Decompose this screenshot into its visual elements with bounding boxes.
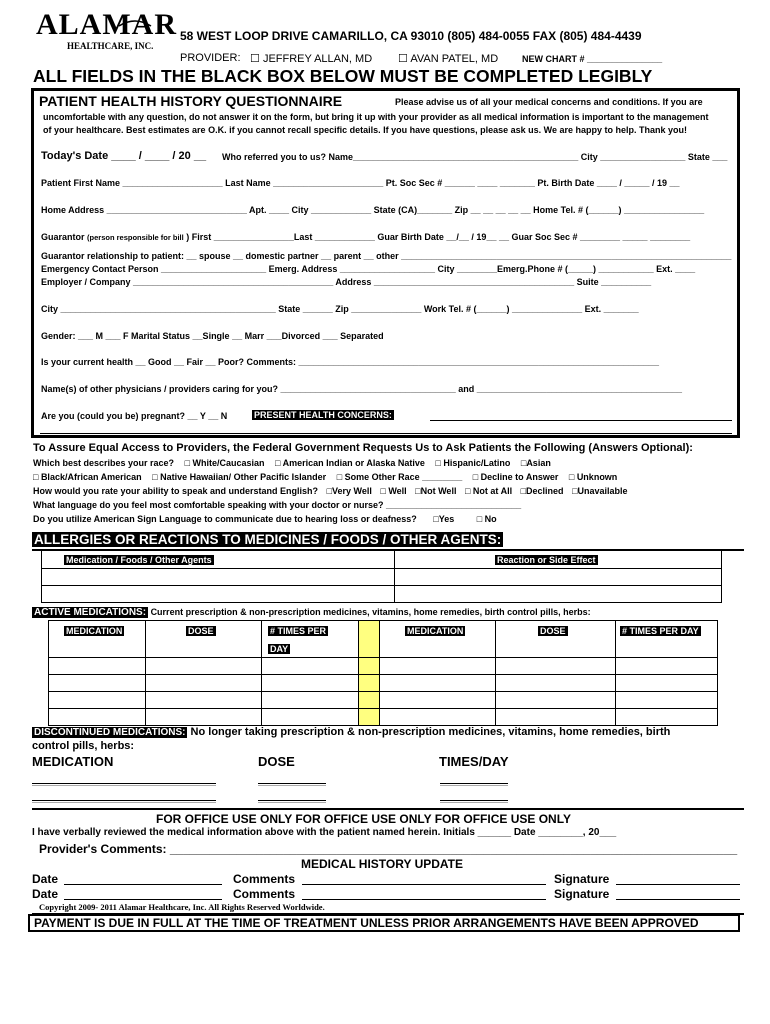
allergy-reaction-cell[interactable] [395, 586, 722, 603]
provider-allan-label: JEFFREY ALLAN, MD [262, 53, 373, 65]
english-not-well-checkbox[interactable]: □Not Well [415, 486, 457, 496]
active-cell[interactable] [616, 692, 718, 709]
emergency-contact-field[interactable]: Emergency Contact Person _____________________ Emerg. Address ___________________ City ________Emerg.Phone # (_____) ___________ Ext. ____ [41, 264, 696, 274]
active-divider-cell [359, 692, 380, 709]
asl-no-checkbox[interactable]: □ No [476, 514, 497, 524]
new-chart-field[interactable]: NEW CHART # _______________ [522, 54, 663, 64]
discontinued-dose-line[interactable] [258, 783, 326, 784]
race-row-2 [33, 472, 617, 482]
active-divider-cell [359, 675, 380, 692]
provider-patel-checkbox[interactable] [398, 52, 498, 65]
intro-text-2: uncomfortable with any question, do not answer it on the form, but bring it up with your provider as all medical information is important to the management [43, 112, 709, 122]
home-address-field[interactable]: Home Address ____________________________ Apt. ____ City ____________ State (CA)_______ Zip __ __ __ __ __ Home Tel. # (______) ________________ [41, 205, 705, 215]
guarantor-note: (person responsible for bill [87, 233, 184, 242]
english-unavailable-checkbox[interactable]: □Unavailable [572, 486, 628, 496]
active-col-medication: MEDICATION [49, 621, 146, 658]
active-col-times-2: # TIMES PER DAY [616, 621, 718, 658]
race-black-checkbox[interactable]: □ Black/African American [33, 472, 142, 482]
logo-subtitle: HEALTHCARE, INC. [67, 41, 154, 51]
discontinued-col-medication: MEDICATION [32, 754, 114, 769]
guarantor-details: ) First ________________Last ____________ Guar Birth Date __/__ / 19__ __ Guar Soc Sec # ________ _____ ________ [186, 232, 691, 242]
active-divider-cell [359, 709, 380, 726]
update-signature-line[interactable] [616, 884, 740, 885]
race-unknown-checkbox[interactable]: □ Unknown [568, 472, 618, 482]
discontinued-med-line[interactable] [32, 800, 216, 801]
english-declined-checkbox[interactable]: □Declined [520, 486, 564, 496]
logo-text: ALAMAR [36, 8, 177, 41]
active-cell[interactable] [496, 675, 616, 692]
patient-name-field[interactable]: Patient First Name ____________________ Last Name ______________________ Pt. Soc Sec # ______ ____ _______ Pt. Birth Date ____ / _____ / 19 __ [41, 178, 680, 188]
update-signature-line-2[interactable] [616, 899, 740, 900]
update-comments-label: Comments [233, 872, 296, 886]
active-cell[interactable] [146, 709, 262, 726]
active-cell[interactable] [616, 709, 718, 726]
present-health-concerns-label: PRESENT HEALTH CONCERNS: [254, 410, 392, 420]
active-cell[interactable] [49, 675, 146, 692]
discontinued-med-line[interactable] [32, 783, 216, 784]
active-medications-header [32, 607, 591, 618]
provider-comments-field[interactable]: Provider's Comments: _____________________________________________________________________________________ [39, 842, 738, 856]
active-col-dose-2: DOSE [496, 621, 616, 658]
race-pacific-checkbox[interactable]: □ Native Hawaiian/ Other Pacific Islander [152, 472, 327, 482]
concerns-line-2[interactable] [40, 433, 732, 434]
active-cell[interactable] [496, 709, 616, 726]
active-cell[interactable] [616, 675, 718, 692]
race-asian-checkbox[interactable]: □Asian [520, 458, 551, 468]
race-native-american-checkbox[interactable]: □ American Indian or Alaska Native [275, 458, 425, 468]
asl-yes-checkbox[interactable]: □Yes [433, 514, 455, 524]
active-col-medication-2: MEDICATION [380, 621, 496, 658]
active-cell[interactable] [380, 709, 496, 726]
update-date-label: Date [32, 872, 59, 886]
update-signature-label: Signature [554, 872, 610, 886]
asl-question: Do you utilize American Sign Language to communicate due to hearing loss or deafness? [33, 514, 417, 524]
active-cell[interactable] [262, 692, 359, 709]
guarantor-label: Guarantor [41, 232, 85, 242]
employer-field[interactable]: Employer / Company ________________________________________ Address ________________________________________ Suite __________ [41, 277, 652, 287]
other-physicians-field[interactable]: Name(s) of other physicians / providers caring for you? ___________________________________ and _________________________________________ [41, 384, 682, 394]
active-cell[interactable] [262, 709, 359, 726]
discontinued-dose-line[interactable] [258, 800, 326, 801]
active-cell[interactable] [49, 658, 146, 675]
guarantor-relationship-field[interactable]: Guarantor relationship to patient: __ spouse __ domestic partner __ parent __ other __________________________________________________________________ [41, 251, 732, 261]
logo-emblem [118, 14, 152, 23]
update-comments-line[interactable] [302, 884, 546, 885]
discontinued-col-dose: DOSE [258, 754, 295, 769]
update-date-label-2: Date [32, 887, 59, 901]
active-cell[interactable] [146, 658, 262, 675]
discontinued-col-times: TIMES/DAY [439, 754, 509, 769]
allergy-header-agent: Medication / Foods / Other Agents [42, 550, 395, 569]
race-other-checkbox[interactable]: □ Some Other Race ________ [336, 472, 463, 482]
language-field[interactable]: What language do you feel most comfortable speaking with your doctor or nurse? ___________________________ [33, 500, 522, 510]
allergy-reaction-cell[interactable] [395, 569, 722, 586]
allergy-agent-cell[interactable] [42, 569, 395, 586]
allergy-agent-cell[interactable] [42, 586, 395, 603]
allergies-table [41, 550, 722, 603]
current-health-field[interactable]: Is your current health __ Good __ Fair __ Poor? Comments: ________________________________________________________________________ [41, 357, 659, 367]
asl-row [33, 514, 497, 524]
payment-notice: PAYMENT IS DUE IN FULL AT THE TIME OF TREATMENT UNLESS PRIOR ARRANGEMENTS HAVE BEEN APPROVED [28, 914, 740, 932]
update-comments-line-2[interactable] [302, 899, 546, 900]
race-hispanic-checkbox[interactable]: □ Hispanic/Latino [435, 458, 511, 468]
concerns-line-1[interactable] [430, 420, 732, 421]
active-cell[interactable] [496, 658, 616, 675]
active-cell[interactable] [380, 692, 496, 709]
checkbox-icon: ☐ [250, 53, 260, 65]
active-cell[interactable] [146, 675, 262, 692]
active-medications-label: ACTIVE MEDICATIONS: [34, 607, 147, 618]
discontinued-times-line[interactable] [440, 800, 508, 801]
discontinued-header [32, 726, 670, 738]
discontinued-label: DISCONTINUED MEDICATIONS: [34, 727, 186, 738]
office-use-title: FOR OFFICE USE ONLY FOR OFFICE USE ONLY FOR OFFICE USE ONLY [156, 812, 571, 826]
english-not-at-all-checkbox[interactable]: □ Not at All [464, 486, 513, 496]
active-cell[interactable] [380, 675, 496, 692]
allergies-title: ALLERGIES OR REACTIONS TO MEDICINES / FOODS / OTHER AGENTS: [34, 532, 502, 547]
active-cell[interactable] [49, 709, 146, 726]
english-question: How would you rate your ability to speak and understand English? [33, 486, 319, 496]
active-medications-table [48, 620, 718, 726]
checkbox-icon: ☐ [398, 53, 408, 65]
allergy-header-reaction: Reaction or Side Effect [395, 550, 722, 569]
provider-patel-label: AVAN PATEL, MD [410, 53, 499, 65]
active-cell[interactable] [262, 658, 359, 675]
active-medications-desc: Current prescription & non-prescription medicines, vitamins, home remedies, birth control pills, herbs: [150, 607, 591, 617]
active-cell[interactable] [49, 692, 146, 709]
race-question: Which best describes your race? [33, 458, 175, 468]
active-col-times: # TIMES PER DAY [262, 621, 359, 658]
intro-text-3: of your healthcare. Best estimates are O.K. if you cannot recall specific details. If you have questions, please ask us. We are happy to help. Thank you! [43, 125, 688, 135]
race-decline-checkbox[interactable]: □ Decline to Answer [472, 472, 559, 482]
active-cell[interactable] [262, 675, 359, 692]
race-row-1 [33, 458, 551, 468]
provider-label: PROVIDER: [180, 52, 241, 64]
update-date-line[interactable] [64, 884, 222, 885]
discontinued-times-line[interactable] [440, 783, 508, 784]
employer-city-field[interactable]: City ___________________________________________ State ______ Zip ______________ Work Tel. # (______) ______________ Ext. _______ [41, 304, 639, 314]
office-rule [32, 808, 744, 810]
english-well-checkbox[interactable]: □ Well [380, 486, 407, 496]
active-cell[interactable] [616, 658, 718, 675]
black-box-banner: ALL FIELDS IN THE BLACK BOX BELOW MUST BE COMPLETED LEGIBLY [33, 66, 653, 86]
provider-allan-checkbox[interactable] [250, 52, 372, 65]
pregnancy-field[interactable]: Are you (could you be) pregnant? __ Y __ N [41, 411, 228, 421]
update-comments-label-2: Comments [233, 887, 296, 901]
active-divider-col [359, 621, 380, 658]
race-white-checkbox[interactable]: □ White/Caucasian [184, 458, 265, 468]
discontinued-desc-2: control pills, herbs: [32, 740, 135, 752]
equal-access-title: To Assure Equal Access to Providers, the Federal Government Requests Us to Ask Patients the Following (Answers Optional): [33, 442, 693, 454]
questionnaire-title: PATIENT HEALTH HISTORY QUESTIONNAIRE [39, 93, 343, 109]
active-cell[interactable] [496, 692, 616, 709]
gender-marital-field[interactable]: Gender: ___ M ___ F Marital Status __Single __ Marr ___Divorced ___ Separated [41, 331, 384, 341]
office-review-field[interactable]: I have verbally reviewed the medical information above with the patient named herein. Initials ______ Date ________, 20___ [32, 827, 617, 838]
update-signature-label-2: Signature [554, 887, 610, 901]
active-col-dose: DOSE [146, 621, 262, 658]
update-date-line-2[interactable] [64, 899, 222, 900]
guarantor-field[interactable] [41, 232, 690, 242]
active-divider-cell [359, 658, 380, 675]
active-cell[interactable] [146, 692, 262, 709]
copyright: Copyright 2009- 2011 Alamar Healthcare, Inc. All Rights Reserved Worldwide. [39, 902, 325, 912]
history-update-title: MEDICAL HISTORY UPDATE [301, 857, 464, 871]
intro-text-1: Please advise us of all your medical concerns and conditions. If you are [395, 97, 703, 107]
todays-date-field[interactable]: Today's Date ____ / ____ / 20 __ [41, 150, 207, 162]
english-row [33, 486, 628, 496]
discontinued-desc: No longer taking prescription & non-prescription medicines, vitamins, home remedies, birth [190, 726, 671, 738]
clinic-address: 58 WEST LOOP DRIVE CAMARILLO, CA 93010 (805) 484-0055 FAX (805) 484-4439 [180, 29, 642, 43]
english-very-well-checkbox[interactable]: □Very Well [326, 486, 372, 496]
active-cell[interactable] [380, 658, 496, 675]
referral-field[interactable]: Who referred you to us? Name_____________________________________________ City _________________ State ___ [222, 152, 728, 162]
